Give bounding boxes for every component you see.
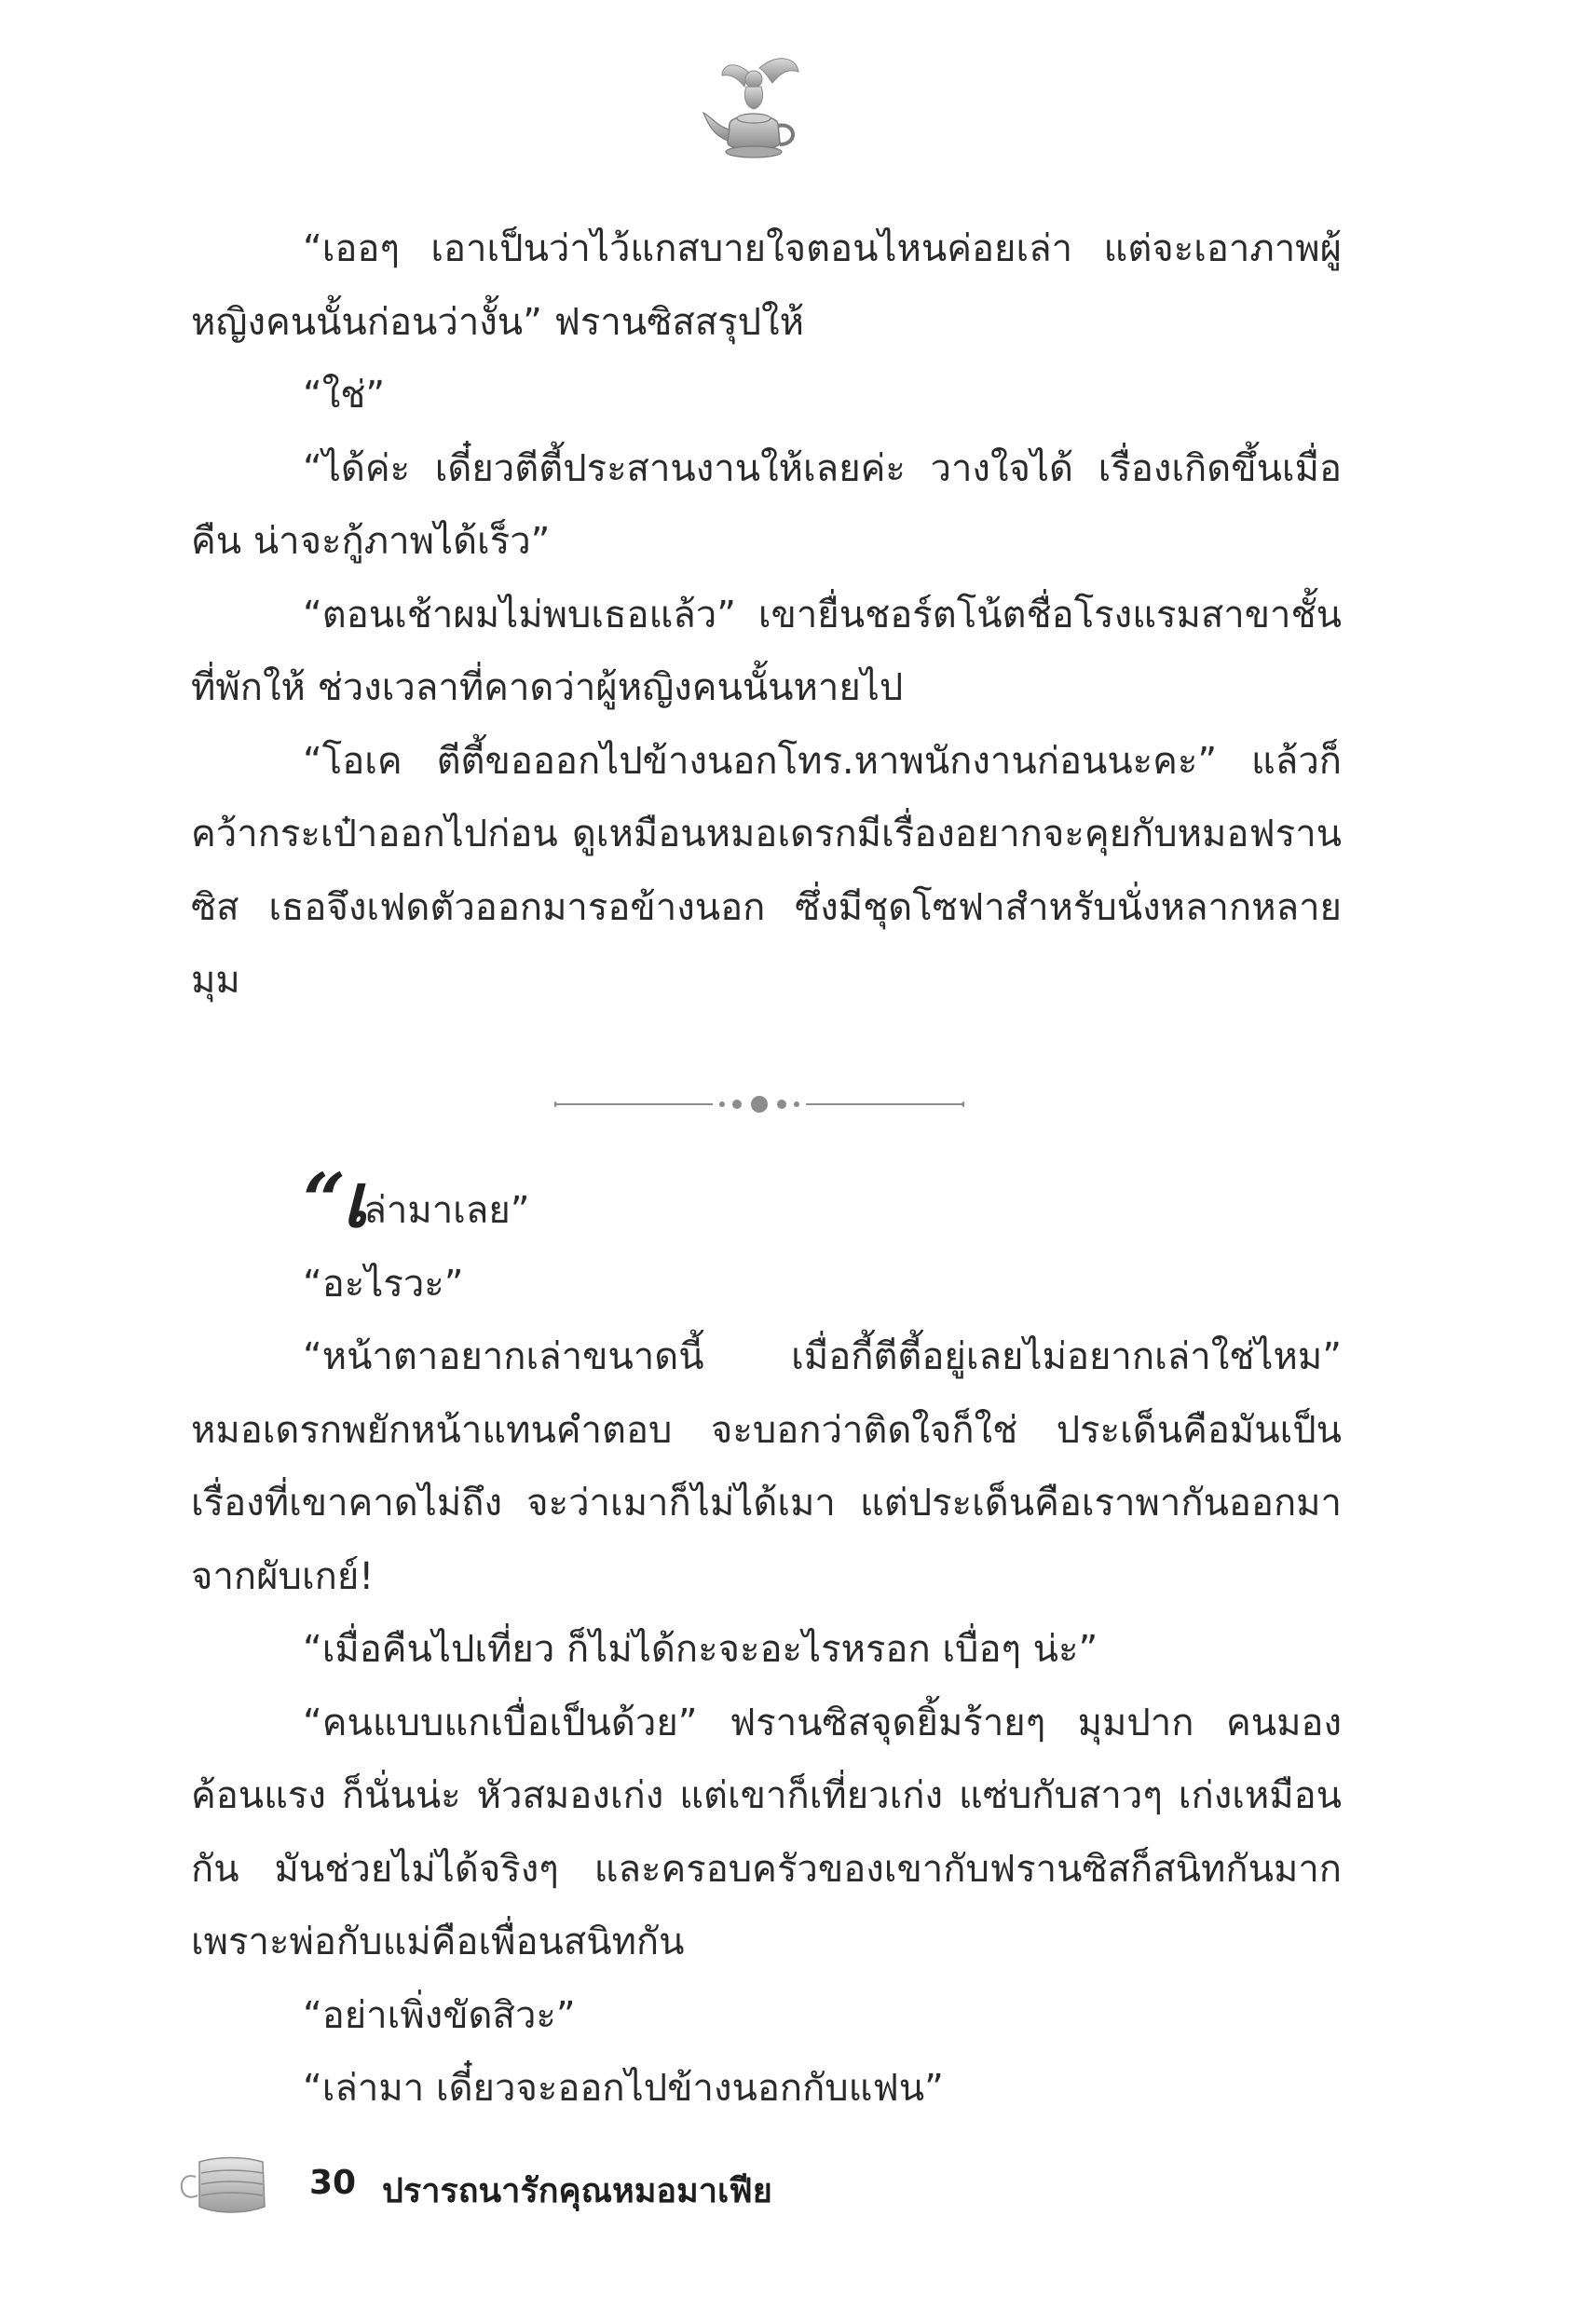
paragraph: “คนแบบแกเบื่อเป็นด้วย” ฟรานซิสจุดยิ้มร้ายๆ มุมปาก คนมองค้อนแรง ก็นั่นน่ะ หัวสมองเก่ง แต่เขาก็เที่ยวเก่ง แซ่บกับสาวๆ เก่งเหมือนกัน มันช่วยไม่ได้จริงๆ และครอบครัวของเขากับฟรานซิสก็สนิทกันมาก เพราะพ่อกับแม่คือเพื่อนสนิทกัน [191,1701,1342,1963]
dotted-line-divider-icon [554,1090,964,1118]
dropcap-letter: “เ [303,1156,364,1244]
book-title: ปรารถนารักคุณหมอมาเฟีย [382,2172,772,2210]
top-text-section [191,212,1342,1018]
page-number: 30 [309,2164,357,2202]
paragraph: “เออๆ เอาเป็นว่าไว้แกสบายใจตอนไหนค่อยเล่า แต่จะเอาภาพผู้หญิงคนนั้นก่อนว่างั้น” ฟรานซิสสรุปให้ [191,227,1342,344]
paragraph: “หน้าตาอยากเล่าขนาดนี้ เมื่อกี้ตีตี้อยู่เลยไม่อยากเล่าใช่ไหม” หมอเดรกพยักหน้าแทนคำตอบ จะบอกว่าติดใจก็ใช่ ประเด็นคือมันเป็นเรื่องที่เขาคาดไม่ถึง จะว่าเมาก็ไม่ได้เมา แต่ประเด็นคือเราพากันออกมาจากผับเกย์! [191,1335,1342,1598]
paragraph: “อะไรวะ” [303,1262,464,1306]
paragraph: “ตอนเช้าผมไม่พบเธอแล้ว” เขายื่นชอร์ตโน้ตชื่อโรงแรมสาขาชั้นที่พักให้ ช่วงเวลาที่คาดว่าผู้หญิงคนนั้นหายไป [191,593,1342,709]
page-footer [177,2143,1016,2227]
paragraph: “เมื่อคืนไปเที่ยว ก็ไม่ได้กะจะอะไรหรอก เบื่อๆ น่ะ” [303,1628,1098,1671]
paragraph: “ใช่” [303,374,386,417]
bottom-text-section [191,1156,1342,2126]
dropcap-paragraph [191,1156,1342,1248]
cupid-teapot-ornament-icon [694,51,815,172]
dropcap-paragraph-text: ล่ามาเลย” [363,1189,530,1232]
paragraph: “โอเค ตีตี้ขอออกไปข้างนอกโทร.หาพนักงานก่อนนะคะ” แล้วก็คว้ากระเป๋าออกไปก่อน ดูเหมือนหมอเดรกมีเรื่องอยากจะคุยกับหมอฟรานซิส เธอจึงเฟดตัวออกมารอข้างนอก ซึ่งมีชุดโซฟาสำหรับนั่งหลากหลายมุม [191,739,1342,1002]
paragraph: “ได้ค่ะ เดี๋ยวตีตี้ประสานงานให้เลยค่ะ วางใจได้ เรื่องเกิดขึ้นเมื่อคืน น่าจะกู้ภาพได้เร็ว” [191,446,1342,563]
paragraph: “เล่ามา เดี๋ยวจะออกไปข้างนอกกับแฟน” [303,2067,944,2110]
surgical-mask-icon [177,2149,270,2222]
paragraph: “อย่าเพิ่งขัดสิวะ” [303,1993,576,2037]
